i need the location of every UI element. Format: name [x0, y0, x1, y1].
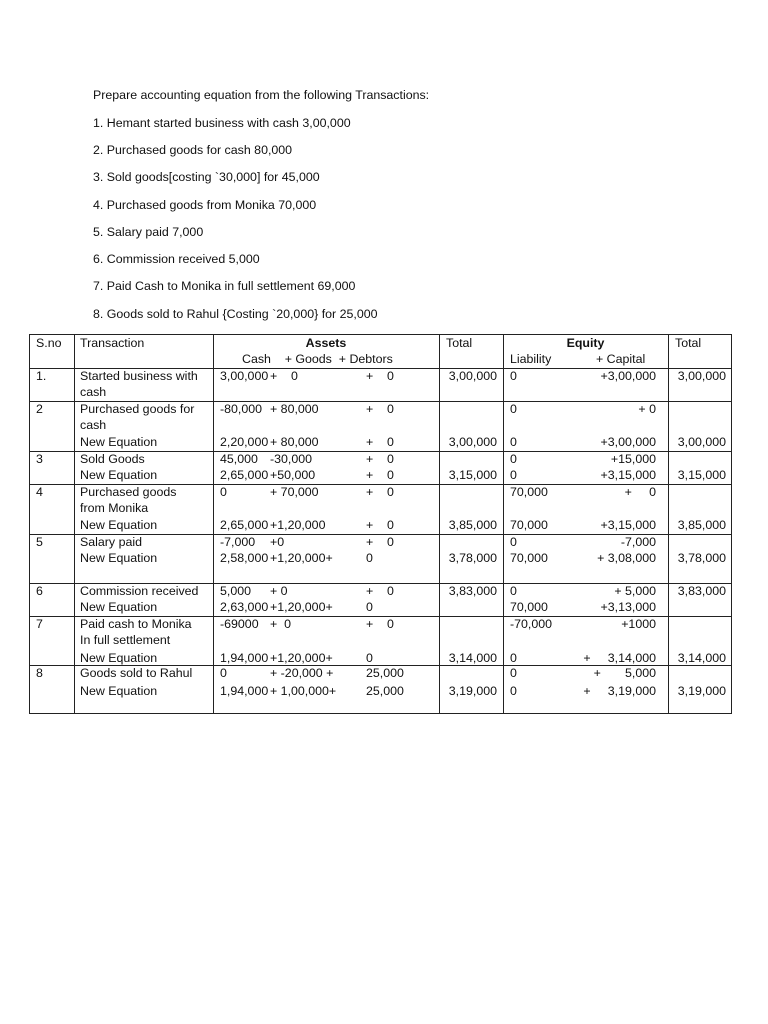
cell-total: 3,14,000	[448, 651, 497, 665]
cell-liab: 0	[510, 468, 517, 482]
cell-tx: In full settlement	[80, 633, 171, 647]
cell-etotal: 3,78,000	[677, 551, 726, 565]
row-sno: 7	[36, 617, 43, 631]
transaction-item: 8. Goods sold to Rahul {Costing `20,000} for 25,000	[93, 307, 378, 321]
instruction-text: Prepare accounting equation from the following Transactions:	[93, 88, 430, 102]
cell-liab: 0	[510, 651, 517, 665]
cell-goods: +0	[270, 535, 285, 549]
cell-etotal: 3,19,000	[677, 684, 726, 698]
cell-cap: + 3,19,000	[583, 684, 656, 698]
cell-liab: 70,000	[510, 485, 548, 499]
cell-cash: 2,20,000	[220, 435, 269, 449]
cell-tx: Commission received	[80, 584, 199, 598]
cell-tx: Purchased goods for	[80, 402, 195, 416]
cell-tx: New Equation	[80, 551, 158, 565]
header-liability: Liability	[510, 352, 552, 366]
cell-cap: +3,00,000	[600, 435, 656, 449]
row-sno: 4	[36, 485, 43, 499]
cell-tx: Paid cash to Monika	[80, 617, 192, 631]
header-transaction: Transaction	[80, 336, 145, 350]
cell-goods: +1,20,000+	[270, 651, 333, 665]
cell-liab: 0	[510, 369, 517, 383]
cell-tx: New Equation	[80, 468, 158, 482]
row-sno: 2	[36, 402, 43, 416]
cell-liab: 70,000	[510, 518, 548, 532]
cell-cash: 1,94,000	[220, 684, 269, 698]
cell-goods: + -20,000 +	[270, 666, 334, 680]
transaction-item: 5. Salary paid 7,000	[93, 225, 204, 239]
cell-liab: 0	[510, 452, 517, 466]
cell-liab: 0	[510, 684, 517, 698]
cell-goods: +1,20,000	[270, 518, 326, 532]
cell-liab: 0	[510, 666, 517, 680]
cell-total: 3,83,000	[448, 584, 497, 598]
row-sno: 8	[36, 666, 43, 680]
cell-etotal: 3,85,000	[677, 518, 726, 532]
cell-debtors: + 0	[366, 452, 394, 466]
cell-cash: 2,65,000	[220, 518, 269, 532]
cell-debtors: + 0	[366, 468, 394, 482]
column-divider	[74, 334, 75, 714]
cell-goods: + 80,000	[270, 402, 319, 416]
cell-debtors: + 0	[366, 535, 394, 549]
header-assets-components: Cash + Goods + Debtors	[242, 352, 393, 366]
cell-debtors: + 0	[366, 518, 394, 532]
cell-liab: 0	[510, 535, 517, 549]
column-divider	[213, 334, 214, 714]
header-total-assets: Total	[446, 336, 473, 350]
header-total-equity: Total	[675, 336, 702, 350]
header-sno: S.no	[36, 336, 62, 350]
cell-liab: 0	[510, 584, 517, 598]
transaction-item: 1. Hemant started business with cash 3,00,000	[93, 116, 351, 130]
cell-cap: + 3,14,000	[583, 651, 656, 665]
cell-debtors: 0	[366, 551, 373, 565]
cell-debtors: + 0	[366, 435, 394, 449]
cell-liab: 70,000	[510, 600, 548, 614]
cell-cash: 2,65,000	[220, 468, 269, 482]
cell-tx: New Equation	[80, 600, 158, 614]
cell-debtors: 25,000	[366, 684, 404, 698]
cell-cash: 0	[220, 485, 227, 499]
cell-goods: + 0	[270, 369, 298, 383]
cell-cap: +3,15,000	[600, 518, 656, 532]
cell-cash: 2,58,000	[220, 551, 269, 565]
cell-cap: + 0	[624, 485, 656, 499]
cell-debtors: 0	[366, 651, 373, 665]
cell-total: 3,78,000	[448, 551, 497, 565]
row-sno: 5	[36, 535, 43, 549]
transaction-item: 3. Sold goods[costing `30,000] for 45,000	[93, 170, 320, 184]
cell-total: 3,00,000	[448, 435, 497, 449]
cell-total: 3,15,000	[448, 468, 497, 482]
cell-tx: New Equation	[80, 651, 158, 665]
cell-goods: +1,20,000+	[270, 600, 333, 614]
transaction-item: 2. Purchased goods for cash 80,000	[93, 143, 293, 157]
column-divider	[503, 334, 504, 714]
cell-cap: +3,15,000	[600, 468, 656, 482]
cell-cap: + 3,08,000	[597, 551, 656, 565]
cell-debtors: + 0	[366, 584, 394, 598]
cell-tx: Purchased goods	[80, 485, 177, 499]
cell-goods: + 80,000	[270, 435, 319, 449]
transaction-item: 6. Commission received 5,000	[93, 252, 260, 266]
cell-cash: 1,94,000	[220, 651, 269, 665]
cell-liab: 70,000	[510, 551, 548, 565]
cell-tx: New Equation	[80, 435, 158, 449]
cell-debtors: 25,000	[366, 666, 404, 680]
cell-tx: New Equation	[80, 684, 158, 698]
cell-cash: 5,000	[220, 584, 252, 598]
cell-cash: 45,000	[220, 452, 258, 466]
cell-goods: -30,000	[270, 452, 313, 466]
cell-debtors: + 0	[366, 485, 394, 499]
cell-cap: + 5,000	[614, 584, 656, 598]
cell-goods: +1,20,000+	[270, 551, 333, 565]
row-sno: 1.	[36, 369, 47, 383]
cell-cash: -7,000	[220, 535, 256, 549]
row-sno: 6	[36, 584, 43, 598]
cell-cash: 2,63,000	[220, 600, 269, 614]
cell-total: 3,85,000	[448, 518, 497, 532]
cell-goods: + 1,00,000+	[270, 684, 337, 698]
cell-goods: + 70,000	[270, 485, 319, 499]
cell-tx: Started business with	[80, 369, 198, 383]
header-equity: Equity	[566, 336, 605, 350]
cell-liab: 0	[510, 402, 517, 416]
cell-debtors: + 0	[366, 617, 394, 631]
header-capital: + Capital	[596, 352, 646, 366]
cell-etotal: 3,14,000	[677, 651, 726, 665]
cell-cap: + 5,000	[593, 666, 656, 680]
cell-debtors: + 0	[366, 402, 394, 416]
cell-cap: +3,13,000	[600, 600, 656, 614]
cell-cash: 0	[220, 666, 227, 680]
cell-etotal: 3,15,000	[677, 468, 726, 482]
cell-debtors: + 0	[366, 369, 394, 383]
transaction-item: 7. Paid Cash to Monika in full settlement 69,000	[93, 279, 356, 293]
cell-goods: + 0	[270, 617, 292, 631]
cell-total: 3,19,000	[448, 684, 497, 698]
cell-cap: -7,000	[620, 535, 656, 549]
cell-goods: +50,000	[270, 468, 316, 482]
cell-cash: -69000	[220, 617, 259, 631]
cell-tx: cash	[80, 418, 107, 432]
row-sno: 3	[36, 452, 43, 466]
cell-cap: +3,00,000	[600, 369, 656, 383]
cell-goods: + 0	[270, 584, 288, 598]
cell-tx: Salary paid	[80, 535, 142, 549]
cell-etotal: 3,83,000	[677, 584, 726, 598]
cell-cap: +1000	[621, 617, 656, 631]
cell-cap: + 0	[638, 402, 656, 416]
cell-tx: Sold Goods	[80, 452, 145, 466]
cell-total: 3,00,000	[448, 369, 497, 383]
cell-cash: 3,00,000	[220, 369, 269, 383]
cell-debtors: 0	[366, 600, 373, 614]
cell-liab: -70,000	[510, 617, 553, 631]
cell-tx: Goods sold to Rahul	[80, 666, 193, 680]
cell-cap: +15,000	[610, 452, 656, 466]
cell-tx: New Equation	[80, 518, 158, 532]
cell-liab: 0	[510, 435, 517, 449]
transaction-item: 4. Purchased goods from Monika 70,000	[93, 198, 317, 212]
cell-etotal: 3,00,000	[677, 435, 726, 449]
cell-tx: from Monika	[80, 501, 149, 515]
cell-etotal: 3,00,000	[677, 369, 726, 383]
cell-tx: cash	[80, 385, 107, 399]
cell-cash: -80,000	[220, 402, 263, 416]
header-assets: Assets	[305, 336, 347, 350]
